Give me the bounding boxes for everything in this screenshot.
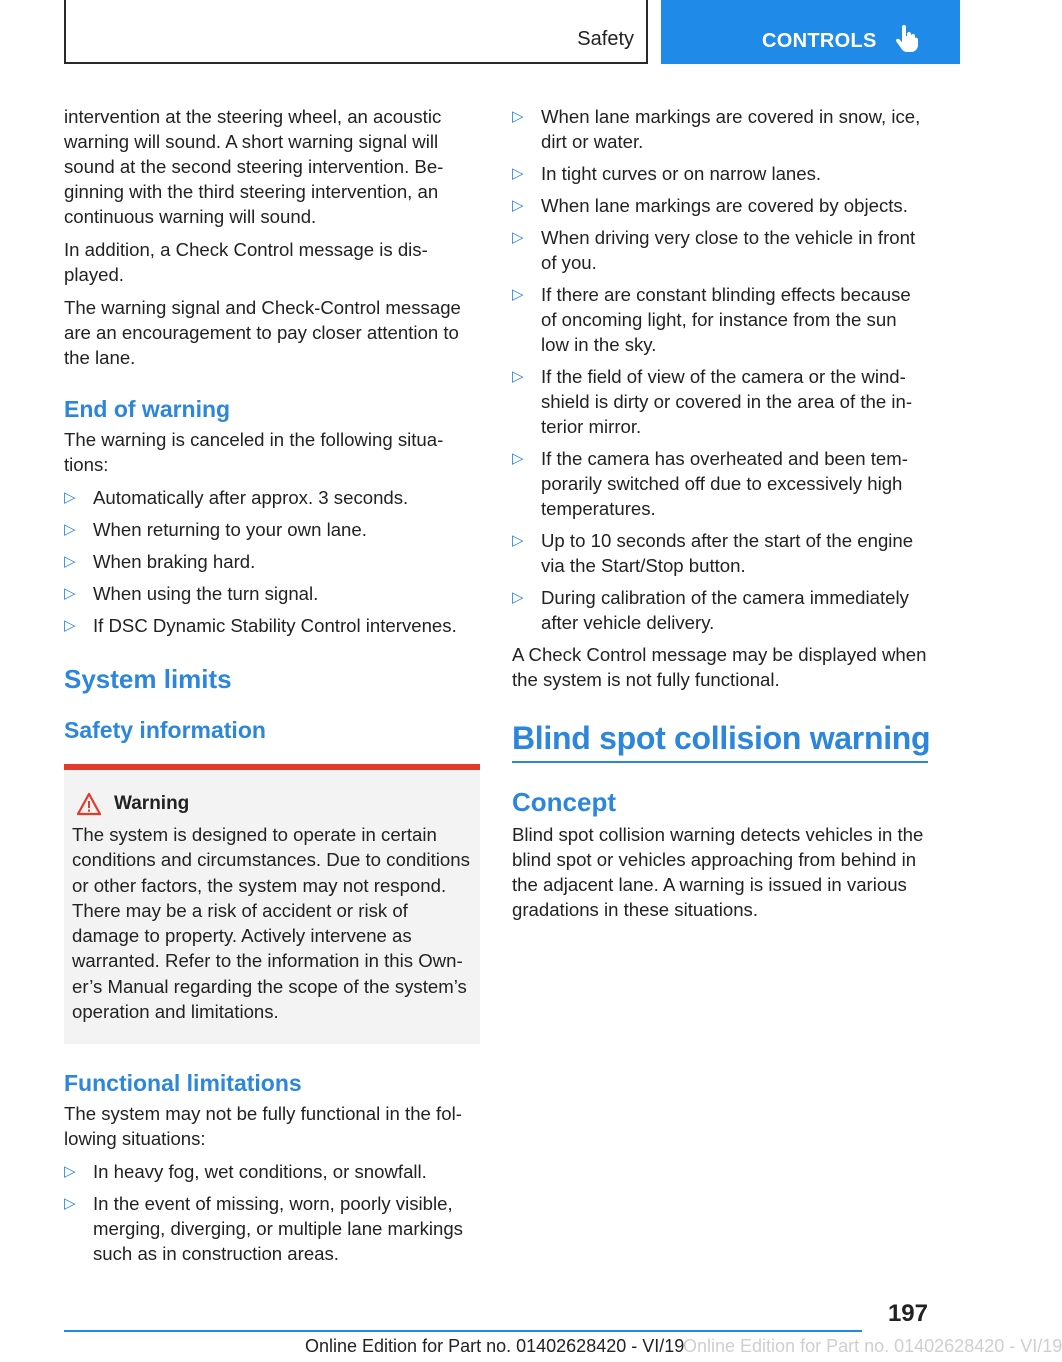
list-item: ▷ Up to 10 seconds after the start of the engine via the Start/Stop button. (512, 530, 914, 576)
safety-information-heading: Safety information (64, 717, 266, 743)
bullet-icon: ▷ (512, 229, 524, 246)
bullet-icon: ▷ (64, 617, 76, 634)
functional-limitations-heading: Functional limitations (64, 1070, 302, 1097)
bullet-icon: ▷ (64, 1163, 76, 1181)
header-section-box (64, 0, 648, 64)
list-item: ▷ In the event of missing, worn, poorly visible, merging, diverging, or multiple lane markings such as in construction areas. (64, 1193, 463, 1265)
warning-box (64, 764, 480, 1044)
bullet-icon: ▷ (512, 286, 524, 303)
list-item: ▷ When braking hard. (64, 551, 256, 572)
list-item: ▷ If there are constant blinding effects because of oncoming light, for instance from the sun low in the sky. (512, 284, 911, 355)
functional-limitations-text: The system may not be fully functional in the following situations: (64, 1103, 462, 1150)
footer-divider (64, 1330, 862, 1332)
intro-paragraph-3: The warning signal and Check-Control message are an encouragement to pay closer attention to the lane. (64, 297, 461, 368)
system-limits-heading: System limits (64, 664, 232, 694)
warning-title: Warning (114, 793, 190, 814)
bullet-icon: ▷ (64, 585, 76, 602)
list-item: ▷ During calibration of the camera immediately after vehicle delivery. (512, 587, 909, 633)
end-of-warning-heading: End of warning (64, 396, 231, 422)
limitations-list-continued (512, 104, 928, 635)
bullet-icon: ▷ (64, 1195, 76, 1213)
list-item: ▷ If the field of view of the camera or the windshield is dirty or covered in the area of the interior mirror. (512, 366, 913, 437)
bullet-icon: ▷ (64, 489, 76, 506)
list-item: ▷ In tight curves or on narrow lanes. (512, 163, 822, 184)
edition-text: Online Edition for Part no. 01402628420 - VI/19 (305, 1336, 685, 1356)
bullet-icon: ▷ (512, 368, 524, 385)
functional-limitations-list (64, 1159, 480, 1266)
left-column (64, 104, 480, 1273)
list-item: ▷ When lane markings are covered in snow, ice, dirt or water. (512, 106, 921, 152)
list-item: ▷ If the camera has overheated and been temporarily switched off due to excessively high temperatures. (512, 448, 908, 519)
page-number: 197 (887, 1300, 928, 1327)
concept-text: Blind spot collision warning detects vehicles in the blind spot or vehicles approaching from behind in the adjacent lane. A warning is issued in various gradations in these situations. (512, 824, 924, 920)
warning-triangle-icon (76, 792, 102, 816)
bullet-icon: ▷ (512, 532, 524, 549)
watermark-text: Online Edition for Part no. 01402628420 - VI/19 (683, 1336, 1062, 1356)
bullet-icon: ▷ (512, 197, 524, 214)
right-column (512, 104, 931, 930)
header-section-label: Safety (577, 28, 634, 50)
list-item: ▷ When returning to your own lane. (64, 519, 367, 540)
end-of-warning-list (64, 485, 480, 638)
check-control-note: A Check Control message may be displayed when the system is not fully functional. (512, 644, 927, 690)
intro-paragraph-2: In addition, a Check Control message is displayed. (64, 239, 428, 285)
list-item: ▷ When using the turn signal. (64, 583, 319, 604)
concept-heading: Concept (512, 787, 616, 817)
bullet-icon: ▷ (512, 108, 524, 125)
warning-text: The system is designed to operate in certain conditions and circumstances. Due to conditions or other factors, the system may not respond. There may be a risk of accident or risk of damage to property. Actively intervene as warranted. Refer to the information in this Owner’s Manual regarding the scope of the system’s operation and limitations. (72, 824, 470, 1023)
bullet-icon: ▷ (512, 450, 524, 467)
list-item: ▷ When driving very close to the vehicle in front of you. (512, 227, 916, 273)
bullet-icon: ▷ (64, 553, 76, 570)
intro-paragraph-1: intervention at the steering wheel, an acoustic warning will sound. A short warning signal will sound at the second steering intervention. Beginning with the third steering intervention, an continuous warning will sound. (64, 106, 444, 227)
bullet-icon: ▷ (64, 521, 76, 538)
bullet-icon: ▷ (512, 165, 524, 182)
warning-header (72, 792, 472, 816)
end-of-warning-text: The warning is canceled in the following situations: (64, 429, 444, 475)
header-chapter-tab (661, 0, 960, 64)
pointing-hand-icon (895, 25, 919, 53)
header-chapter-label: CONTROLS (762, 30, 877, 52)
bullet-icon: ▷ (512, 589, 524, 606)
list-item: ▷ If DSC Dynamic Stability Control intervenes. (64, 615, 457, 636)
list-item: ▷ Automatically after approx. 3 seconds. (64, 487, 409, 508)
list-item: ▷ In heavy fog, wet conditions, or snowfall. (64, 1161, 427, 1183)
blind-spot-heading: Blind spot collision warning (512, 720, 928, 763)
list-item: ▷ When lane markings are covered by objects. (512, 195, 908, 216)
